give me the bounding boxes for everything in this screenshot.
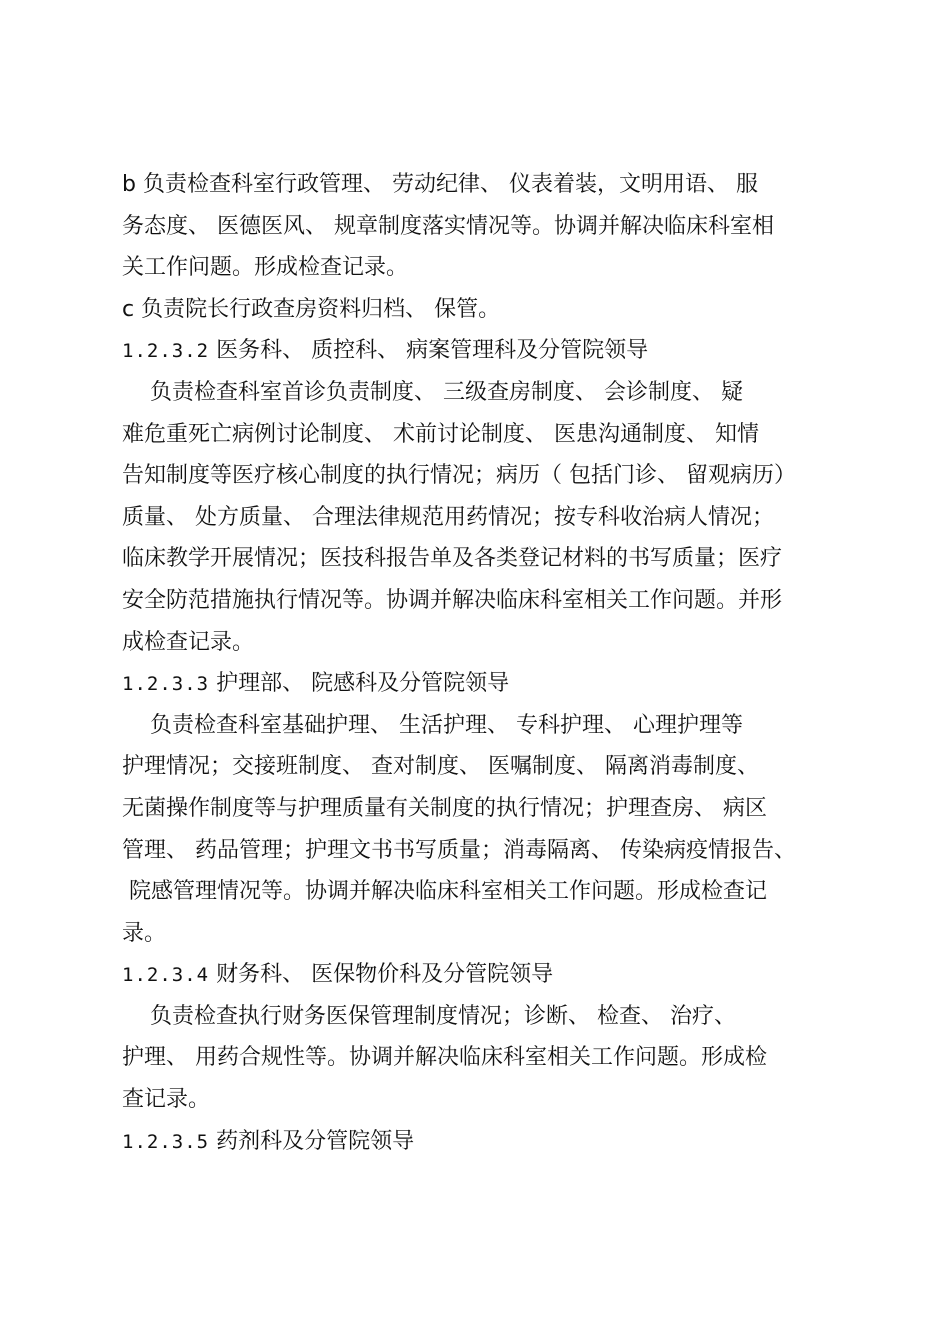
body-line: 务态度、 医德医风、 规章制度落实情况等。协调并解决临床科室相 <box>122 213 774 239</box>
body-line: 质量、 处方质量、 合理法律规范用药情况；按专科收治病人情况； <box>122 504 774 530</box>
body-line: 护理情况；交接班制度、 查对制度、 医嘱制度、 隔离消毒制度、 <box>122 754 759 780</box>
section-number: 1.2.3.4 <box>122 964 210 987</box>
body-line: 院感管理情况等。协调并解决临床科室相关工作问题。形成检查记 <box>122 879 767 905</box>
section-number: 1.2.3.5 <box>122 1130 210 1153</box>
section-title: 财务科、 医保物价科及分管院领导 <box>216 962 554 988</box>
body-line: 护理、 用药合规性等。协调并解决临床科室相关工作问题。形成检 <box>122 1045 767 1071</box>
section-number: 1.2.3.3 <box>122 673 210 696</box>
body-line: 无菌操作制度等与护理质量有关制度的执行情况；护理查房、 病区 <box>122 795 767 821</box>
body-line: 负责检查执行财务医保管理制度情况；诊断、 检查、 治疗、 <box>122 1003 736 1029</box>
body-line: 告知制度等医疗核心制度的执行情况；病历（ 包括门诊、 留观病历） <box>122 463 796 489</box>
body-line: c 负责院长行政查房资料归档、 保管。 <box>122 296 501 322</box>
section-title: 药剂科及分管院领导 <box>216 1128 415 1154</box>
body-line: 管理、 药品管理；护理文书书写质量；消毒隔离、 传染病疫情报告、 <box>122 837 796 863</box>
body-line: 成检查记录。 <box>122 629 255 655</box>
section-heading <box>122 663 832 705</box>
body-line: 负责检查科室基础护理、 生活护理、 专科护理、 心理护理等 <box>122 712 743 738</box>
section-heading <box>122 1121 832 1163</box>
section-number: 1.2.3.2 <box>122 340 210 363</box>
body-line: 难危重死亡病例讨论制度、 术前讨论制度、 医患沟通制度、 知情 <box>122 421 759 447</box>
section-title: 医务科、 质控科、 病案管理科及分管院领导 <box>216 338 649 364</box>
document-body <box>122 164 832 1162</box>
section-heading <box>122 954 832 996</box>
body-line: 安全防范措施执行情况等。协调并解决临床科室相关工作问题。并形 <box>122 587 783 613</box>
body-line: 临床教学开展情况；医技科报告单及各类登记材料的书写质量；医疗 <box>122 546 783 572</box>
body-line: 查记录。 <box>122 1087 211 1113</box>
body-line: 录。 <box>122 920 167 946</box>
body-line: 关工作问题。形成检查记录。 <box>122 255 409 281</box>
body-line: b 负责检查科室行政管理、 劳动纪律、 仪表着装，文明用语、 服 <box>122 172 758 197</box>
section-heading <box>122 330 832 372</box>
section-title: 护理部、 院感科及分管院领导 <box>216 671 510 697</box>
body-line: 负责检查科室首诊负责制度、 三级查房制度、 会诊制度、 疑 <box>122 379 743 405</box>
